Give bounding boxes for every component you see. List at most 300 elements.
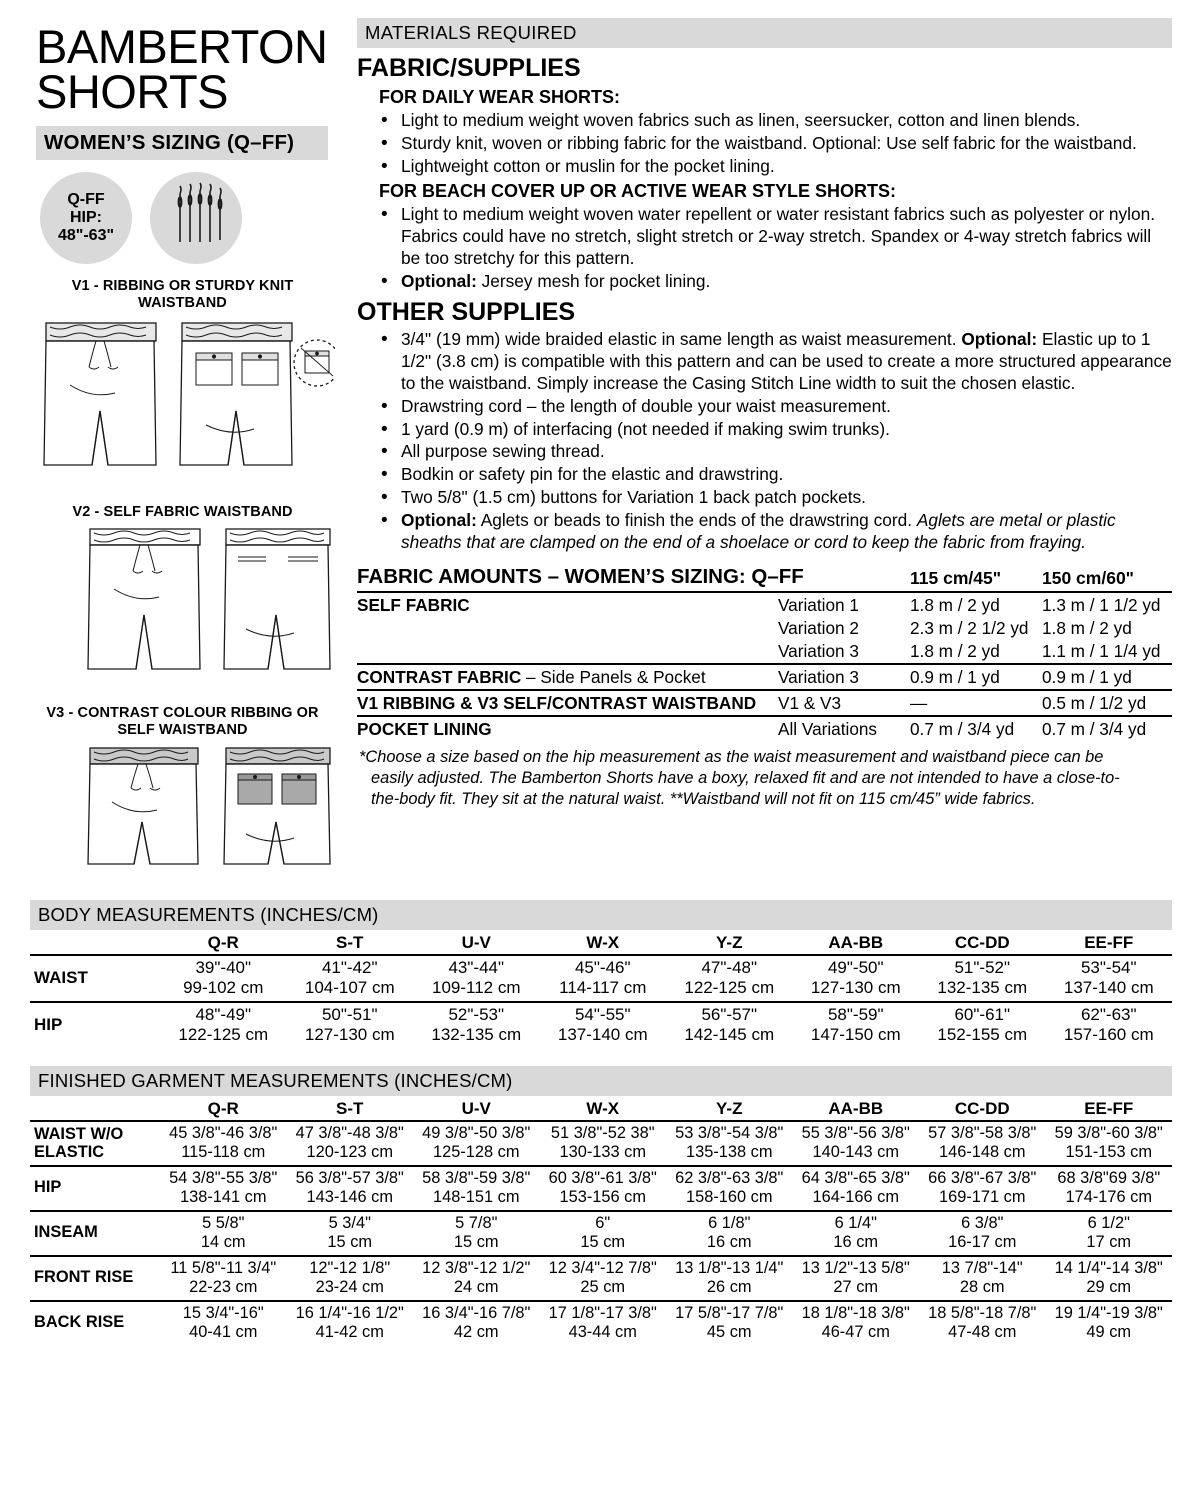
row-amount-115: 0.9 m / 1 yd — [910, 664, 1042, 690]
cell-inches: 54"-55" — [574, 1004, 631, 1024]
cell — [1046, 1256, 1173, 1301]
row-label-line-2: ELASTIC — [34, 1142, 105, 1161]
cell-inches: 47 3/8"-48 3/8" — [295, 1123, 404, 1142]
row-amount-150: 0.7 m / 3/4 yd — [1042, 716, 1172, 741]
daily-wear-list — [379, 110, 1172, 177]
cell-cm: 47-48 cm — [948, 1322, 1017, 1341]
body-measurements-table — [30, 932, 1172, 1048]
cell — [287, 955, 414, 1002]
column-header: AA-BB — [828, 1098, 884, 1118]
cell-cm: 122-125 cm — [178, 1024, 269, 1044]
cell-cm: 16 cm — [833, 1232, 879, 1251]
variation-2-illustration — [30, 523, 335, 691]
cell-inches: 11 5/8"-11 3/4" — [170, 1258, 277, 1277]
cell-cm: 151-153 cm — [1065, 1142, 1153, 1161]
cell — [1046, 1166, 1173, 1211]
cell-cm: 146-148 cm — [938, 1142, 1026, 1161]
list-item: • Sturdy knit, woven or ribbing fabric for the waistband. Optional: Use self fabric for the waistband. — [379, 133, 1172, 155]
cell — [540, 1301, 667, 1345]
column-header: CC-DD — [954, 932, 1010, 952]
cell — [793, 1166, 920, 1211]
cell-inches: 6 1/8" — [708, 1213, 751, 1232]
daily-wear-subheading-text: FOR DAILY WEAR SHORTS — [379, 87, 615, 107]
cell-inches: 62"-63" — [1080, 1004, 1137, 1024]
size-badge-line-2: HIP: — [70, 209, 102, 227]
cell-inches: 56 3/8"-57 3/8" — [295, 1168, 404, 1187]
row-amount-150: 1.3 m / 1 1/2 yd — [1042, 592, 1172, 617]
cell-inches: 12 3/4"-12 7/8" — [548, 1258, 657, 1277]
cell-inches: 12"-12 1/8" — [309, 1258, 391, 1277]
fabric-amounts-col-115: 115 cm/45" — [910, 568, 1002, 589]
text-run: 3/4" (19 mm) wide braided elastic in same length as waist measurement. — [401, 329, 962, 350]
row-amount-115: 1.8 m / 2 yd — [910, 592, 1042, 617]
cell-inches: 52"-53" — [448, 1004, 505, 1024]
cell — [287, 1166, 414, 1211]
cell — [160, 1002, 287, 1048]
column-header: U-V — [461, 932, 491, 952]
table-row — [30, 1002, 1172, 1048]
cell-cm: 127-130 cm — [810, 977, 901, 997]
cell — [413, 1256, 540, 1301]
cell-inches: 68 3/8"69 3/8" — [1057, 1168, 1161, 1187]
list-item: • Drawstring cord – the length of double your waist measurement. — [379, 396, 1172, 418]
cell — [413, 1166, 540, 1211]
row-amount-115: 1.8 m / 2 yd — [910, 641, 1000, 662]
column-header: EE-FF — [1084, 932, 1134, 952]
optional-rest: Jersey mesh for pocket lining. — [476, 270, 711, 291]
cell-inches: 13 1/8"-13 1/4" — [675, 1258, 784, 1277]
cell-cm: 147-150 cm — [810, 1024, 901, 1044]
table-row — [30, 1121, 1172, 1166]
text-run: Elastic up to 1 1/2" (3.8 cm) is compatible with this pattern and can be used to create a more structured appearance to the waistband. Simply increase the Casing Stitch Line width to suit the chosen elastic. — [401, 329, 1172, 394]
column-header: AA-BB — [828, 932, 884, 952]
cell-cm: 143-146 cm — [306, 1187, 394, 1206]
cell-cm: 157-160 cm — [1063, 1024, 1154, 1044]
title-line-2: SHORTS — [36, 65, 228, 119]
row-label: HIP — [30, 1002, 160, 1048]
cell-inches: 13 7/8"-14" — [941, 1258, 1023, 1277]
cell-inches: 56"-57" — [701, 1004, 758, 1024]
cell-inches: 5 7/8" — [455, 1213, 498, 1232]
cell-inches: 55 3/8"-56 3/8" — [801, 1123, 910, 1142]
cell — [793, 1121, 920, 1166]
cell-cm: 127-130 cm — [304, 1024, 395, 1044]
cell — [160, 1211, 287, 1256]
other-supplies-list — [379, 329, 1172, 553]
row-label — [357, 664, 778, 690]
cell-inches: 6 1/4" — [834, 1213, 877, 1232]
list-item: • Lightweight cotton or muslin for the pocket lining. — [379, 156, 1172, 178]
cell-cm: 29 cm — [1086, 1277, 1132, 1296]
cell-cm: 17 cm — [1086, 1232, 1132, 1251]
cell — [413, 1211, 540, 1256]
cell-inches: 6 1/2" — [1087, 1213, 1130, 1232]
cell-inches: 39"-40" — [195, 957, 252, 977]
badge-row — [40, 172, 335, 264]
fabric-amounts-header — [357, 565, 1172, 589]
cell — [793, 1301, 920, 1345]
cell-cm: 49 cm — [1086, 1322, 1132, 1341]
row-label — [357, 640, 778, 664]
cell — [919, 1256, 1046, 1301]
cell — [287, 1211, 414, 1256]
column-header: W-X — [586, 932, 620, 952]
cell-inches: 54 3/8"-55 3/8" — [169, 1168, 278, 1187]
cell-inches: 43"-44" — [448, 957, 505, 977]
cell-inches: 45"-46" — [574, 957, 631, 977]
cell-cm: 164-166 cm — [812, 1187, 900, 1206]
cell-cm: 46-47 cm — [821, 1322, 890, 1341]
body-measurements-band: BODY MEASUREMENTS (INCHES/CM) — [30, 900, 1172, 930]
cell-inches: 16 1/4"-16 1/2" — [295, 1303, 404, 1322]
cell-cm: 130-133 cm — [559, 1142, 647, 1161]
cell-inches: 41"-42" — [321, 957, 378, 977]
variation-3-illustration — [30, 742, 335, 882]
cell — [919, 1166, 1046, 1211]
cell-inches: 50"-51" — [321, 1004, 378, 1024]
cell — [413, 955, 540, 1002]
cell-cm: 28 cm — [959, 1277, 1005, 1296]
cell-cm: 42 cm — [453, 1322, 499, 1341]
needles-badge — [150, 172, 242, 264]
row-amount-115: 2.3 m / 2 1/2 yd — [910, 618, 1029, 639]
cell-inches: 12 3/8"-12 1/2" — [422, 1258, 531, 1277]
cell-inches: 6 3/8" — [961, 1213, 1004, 1232]
list-item: • 1 yard (0.9 m) of interfacing (not needed if making swim trunks). — [379, 419, 1172, 441]
list-item: • Light to medium weight woven water repellent or water resistant fabrics such as polyester or nylon. Fabrics could have no stretch, slight stretch or 2-way stretch. Spandex or 4-way stretch fabrics will be too stretchy for this pattern. — [379, 204, 1172, 269]
sizing-band: WOMEN’S SIZING (Q–FF) — [36, 126, 328, 160]
cell — [1046, 955, 1173, 1002]
cell-cm: 148-151 cm — [432, 1187, 520, 1206]
cell — [666, 1211, 793, 1256]
row-variation: Variation 2 — [778, 618, 859, 639]
cell — [1046, 1301, 1173, 1345]
cell — [666, 1166, 793, 1211]
cell-inches: 49"-50" — [827, 957, 884, 977]
cell-cm: 104-107 cm — [304, 977, 395, 997]
table-row — [357, 664, 1172, 690]
column-header: Y-Z — [716, 932, 743, 952]
cell — [919, 1211, 1046, 1256]
table-row — [357, 592, 1172, 617]
column-header: EE-FF — [1084, 1098, 1134, 1118]
cell-cm: 25 cm — [580, 1277, 626, 1296]
cell — [540, 1256, 667, 1301]
table-row — [30, 1166, 1172, 1211]
cell — [413, 1301, 540, 1345]
cell-cm: 40-41 cm — [189, 1322, 258, 1341]
cell-cm: 16-17 cm — [948, 1232, 1017, 1251]
list-item: • Bodkin or safety pin for the elastic and drawstring. — [379, 464, 1172, 486]
cell — [1046, 1002, 1173, 1048]
table-row — [357, 690, 1172, 716]
other-supplies-heading: OTHER SUPPLIES — [357, 298, 576, 327]
cell-cm: 152-155 cm — [937, 1024, 1028, 1044]
row-label — [357, 617, 778, 640]
list-item — [379, 329, 1172, 394]
cell-cm: 15 cm — [327, 1232, 373, 1251]
variation-3-label-line-1: V3 - CONTRAST COLOUR RIBBING OR — [46, 705, 319, 722]
table-row — [357, 716, 1172, 741]
cell-inches: 58"-59" — [827, 1004, 884, 1024]
cell — [160, 1166, 287, 1211]
column-header: U-V — [461, 1098, 491, 1118]
body-measurements-section — [30, 900, 1172, 1048]
cell-inches: 53"-54" — [1080, 957, 1137, 977]
cell-inches: 18 1/8"-18 3/8" — [801, 1303, 910, 1322]
variation-1-illustration — [30, 315, 335, 490]
optional-bold: Optional: — [401, 270, 477, 291]
row-label-line-1: WAIST W/O — [34, 1124, 124, 1143]
cell-cm: 132-135 cm — [431, 1024, 522, 1044]
cell-cm: 22-23 cm — [189, 1277, 258, 1296]
cell-inches: 5 5/8" — [202, 1213, 245, 1232]
daily-wear-colon: : — [614, 87, 621, 107]
table-row — [357, 617, 1172, 640]
footnote-line-3: the-body fit. They sit at the natural waist. **Waistband will not fit on 115 cm/45” wide fabrics. — [371, 790, 1036, 809]
finished-measurements-section — [30, 1066, 1172, 1345]
cell-inches: 60"-61" — [954, 1004, 1011, 1024]
cell-inches: 57 3/8"-58 3/8" — [928, 1123, 1037, 1142]
row-label-bold: CONTRAST FABRIC — [357, 667, 522, 688]
cell — [540, 955, 667, 1002]
row-amount-115: 0.7 m / 3/4 yd — [910, 716, 1042, 741]
cell-cm: 15 cm — [453, 1232, 499, 1251]
cell-cm: 142-145 cm — [684, 1024, 775, 1044]
row-variation: Variation 3 — [778, 664, 910, 690]
list-item: • All purpose sewing thread. — [379, 441, 1172, 463]
cell — [666, 1121, 793, 1166]
cell-inches: 5 3/4" — [328, 1213, 371, 1232]
row-variation: Variation 1 — [778, 592, 910, 617]
text-run-italic: Aglets are metal or plastic sheaths that are clamped on the end of a shoelace or cord to keep the fabric from fraying. — [401, 509, 1116, 552]
footnote-line-1: *Choose a size based on the hip measurement as the waist measurement and waistband piece can be — [359, 748, 1104, 767]
cell-inches: 64 3/8"-65 3/8" — [801, 1168, 910, 1187]
column-header: CC-DD — [954, 1098, 1010, 1118]
row-label: INSEAM — [30, 1211, 160, 1256]
cell — [919, 1121, 1046, 1166]
footnote-line-2: easily adjusted. The Bamberton Shorts have a boxy, relaxed fit and are not intended to have a close-to- — [371, 769, 1120, 788]
cell-inches: 59 3/8"-60 3/8" — [1054, 1123, 1163, 1142]
cell-cm: 122-125 cm — [684, 977, 775, 997]
daily-wear-subheading — [379, 87, 1172, 108]
cell — [666, 1256, 793, 1301]
row-variation: Variation 3 — [778, 641, 859, 662]
column-header: Q-R — [207, 1098, 239, 1118]
cell — [160, 1121, 287, 1166]
cell-cm: 135-138 cm — [685, 1142, 773, 1161]
variation-1-label: V1 - RIBBING OR STURDY KNIT WAISTBAND — [71, 278, 294, 311]
cell-cm: 137-140 cm — [1063, 977, 1154, 997]
cell — [413, 1002, 540, 1048]
cell-cm: 120-123 cm — [306, 1142, 394, 1161]
cell-cm: 41-42 cm — [315, 1322, 384, 1341]
cell-inches: 48"-49" — [195, 1004, 252, 1024]
cell-inches: 53 3/8"-54 3/8" — [675, 1123, 784, 1142]
cell — [666, 1002, 793, 1048]
cell-inches: 16 3/4"-16 7/8" — [422, 1303, 531, 1322]
title-line-1: BAMBERTON — [36, 20, 328, 73]
header-blank — [30, 932, 160, 955]
row-amount-150: 1.8 m / 2 yd — [1042, 618, 1132, 639]
row-label: POCKET LINING — [357, 716, 778, 741]
right-column — [349, 18, 1172, 882]
cell — [413, 1121, 540, 1166]
column-header: Q-R — [207, 932, 239, 952]
finished-measurements-table — [30, 1098, 1172, 1345]
row-label: V1 RIBBING & V3 SELF/CONTRAST WAISTBAND — [357, 690, 778, 716]
cell-cm: 174-176 cm — [1065, 1187, 1153, 1206]
finished-measurements-band: FINISHED GARMENT MEASUREMENTS (INCHES/CM) — [30, 1066, 1172, 1096]
table-row — [30, 1211, 1172, 1256]
cell — [1046, 1121, 1173, 1166]
table-header-row — [30, 932, 1172, 955]
column-header: S-T — [336, 1098, 364, 1118]
cell-inches: 6" — [595, 1213, 611, 1232]
row-label: BACK RISE — [30, 1301, 160, 1345]
cell-inches: 45 3/8"-46 3/8" — [169, 1123, 278, 1142]
cell — [287, 1256, 414, 1301]
cell-cm: 45 cm — [706, 1322, 752, 1341]
cell-inches: 49 3/8"-50 3/8" — [422, 1123, 531, 1142]
table-row — [30, 955, 1172, 1002]
cell — [540, 1166, 667, 1211]
cell-cm: 109-112 cm — [431, 977, 521, 997]
row-variation: V1 & V3 — [778, 690, 910, 716]
cell — [160, 955, 287, 1002]
cell-cm: 125-128 cm — [432, 1142, 520, 1161]
table-row — [30, 1256, 1172, 1301]
cell-cm: 16 cm — [706, 1232, 752, 1251]
cell — [919, 1301, 1046, 1345]
cell — [666, 1301, 793, 1345]
cell-cm: 23-24 cm — [315, 1277, 384, 1296]
list-item: • Light to medium weight woven fabrics such as linen, seersucker, cotton and linen blends. — [379, 110, 1172, 132]
cell-inches: 17 1/8"-17 3/8" — [548, 1303, 657, 1322]
cell-inches: 62 3/8"-63 3/8" — [675, 1168, 784, 1187]
row-variation: All Variations — [778, 716, 910, 741]
left-column — [30, 18, 335, 882]
cell-cm: 169-171 cm — [938, 1187, 1026, 1206]
fabric-amounts-table — [357, 591, 1172, 741]
column-header: S-T — [336, 932, 364, 952]
fabric-amounts-title: FABRIC AMOUNTS – WOMEN’S SIZING: Q–FF — [357, 565, 804, 589]
variation-3-label — [30, 705, 335, 738]
top-section — [30, 18, 1172, 882]
needles-icon — [150, 172, 242, 264]
list-item — [379, 271, 1172, 293]
cell-inches: 18 5/8"-18 7/8" — [928, 1303, 1037, 1322]
cell — [919, 955, 1046, 1002]
row-amount-150: 1.1 m / 1 1/4 yd — [1042, 641, 1161, 662]
cell — [160, 1301, 287, 1345]
variation-2-label: V2 - SELF FABRIC WAISTBAND — [72, 503, 293, 520]
cell-cm: 153-156 cm — [559, 1187, 647, 1206]
row-label: WAIST — [30, 955, 160, 1002]
row-label: SELF FABRIC — [357, 592, 778, 617]
cell-inches: 51"-52" — [954, 957, 1011, 977]
cell-cm: 43-44 cm — [568, 1322, 637, 1341]
cell-cm: 15 cm — [580, 1232, 626, 1251]
cell — [540, 1002, 667, 1048]
size-badge-line-3: 48"-63" — [57, 227, 115, 245]
cell-cm: 158-160 cm — [685, 1187, 773, 1206]
cell — [793, 1002, 920, 1048]
column-header: W-X — [586, 1098, 620, 1118]
cell-cm: 138-141 cm — [179, 1187, 267, 1206]
cell-inches: 60 3/8"-61 3/8" — [548, 1168, 657, 1187]
list-item: • Two 5/8" (1.5 cm) buttons for Variation 1 back patch pockets. — [379, 487, 1172, 509]
cell — [793, 1211, 920, 1256]
cell — [919, 1002, 1046, 1048]
beach-wear-list — [379, 204, 1172, 292]
cell — [666, 955, 793, 1002]
row-label: HIP — [30, 1166, 160, 1211]
cell-inches: 51 3/8"-52 38" — [550, 1123, 655, 1142]
row-amount-150: 0.5 m / 1/2 yd — [1042, 690, 1172, 716]
cell-inches: 47"-48" — [701, 957, 758, 977]
cell-cm: 140-143 cm — [812, 1142, 900, 1161]
row-amount-115: — — [910, 690, 1042, 716]
cell-cm: 26 cm — [706, 1277, 752, 1296]
cell-cm: 114-117 cm — [559, 977, 647, 997]
row-label: FRONT RISE — [30, 1256, 160, 1301]
page-title — [36, 20, 335, 119]
cell-inches: 66 3/8"-67 3/8" — [928, 1168, 1037, 1187]
fabric-amounts-col-150: 150 cm/60" — [1042, 568, 1134, 589]
row-label-rest: – Side Panels & Pocket — [521, 667, 706, 688]
cell — [287, 1301, 414, 1345]
column-header: Y-Z — [716, 1098, 743, 1118]
fabric-amounts-footnote — [357, 747, 1172, 810]
cell-inches: 14 1/4"-14 3/8" — [1054, 1258, 1163, 1277]
cell-cm: 99-102 cm — [183, 977, 264, 997]
cell-cm: 137-140 cm — [557, 1024, 648, 1044]
cell — [287, 1002, 414, 1048]
materials-required-band: MATERIALS REQUIRED — [357, 18, 1172, 48]
row-label — [30, 1121, 160, 1166]
cell — [793, 1256, 920, 1301]
row-amount-150: 0.9 m / 1 yd — [1042, 664, 1172, 690]
beach-wear-subheading: FOR BEACH COVER UP OR ACTIVE WEAR STYLE SHORTS: — [379, 181, 897, 202]
cell — [1046, 1211, 1173, 1256]
table-header-row — [30, 1098, 1172, 1121]
cell — [793, 955, 920, 1002]
size-badge-line-1: Q-FF — [67, 190, 105, 208]
cell — [540, 1211, 667, 1256]
cell-cm: 115-118 cm — [181, 1142, 266, 1161]
cell-inches: 19 1/4"-19 3/8" — [1054, 1303, 1163, 1322]
cell — [160, 1256, 287, 1301]
cell-inches: 17 5/8"-17 7/8" — [675, 1303, 784, 1322]
cell-cm: 24 cm — [453, 1277, 499, 1296]
cell — [540, 1121, 667, 1166]
cell-cm: 132-135 cm — [937, 977, 1028, 997]
text-run-bold: Optional: — [401, 509, 477, 530]
table-row — [30, 1301, 1172, 1345]
variation-3-label-line-2: SELF WAISTBAND — [117, 721, 248, 738]
fabric-supplies-heading: FABRIC/SUPPLIES — [357, 54, 581, 82]
cell-cm: 14 cm — [200, 1232, 246, 1251]
list-item — [379, 510, 1172, 554]
cell-inches: 58 3/8"-59 3/8" — [422, 1168, 531, 1187]
cell-inches: 13 1/2"-13 5/8" — [801, 1258, 910, 1277]
cell-cm: 27 cm — [833, 1277, 879, 1296]
table-row — [357, 640, 1172, 664]
size-badge — [40, 172, 132, 264]
text-run-bold: Optional: — [961, 329, 1038, 350]
text-run: Aglets or beads to finish the ends of the drawstring cord. — [476, 509, 917, 530]
